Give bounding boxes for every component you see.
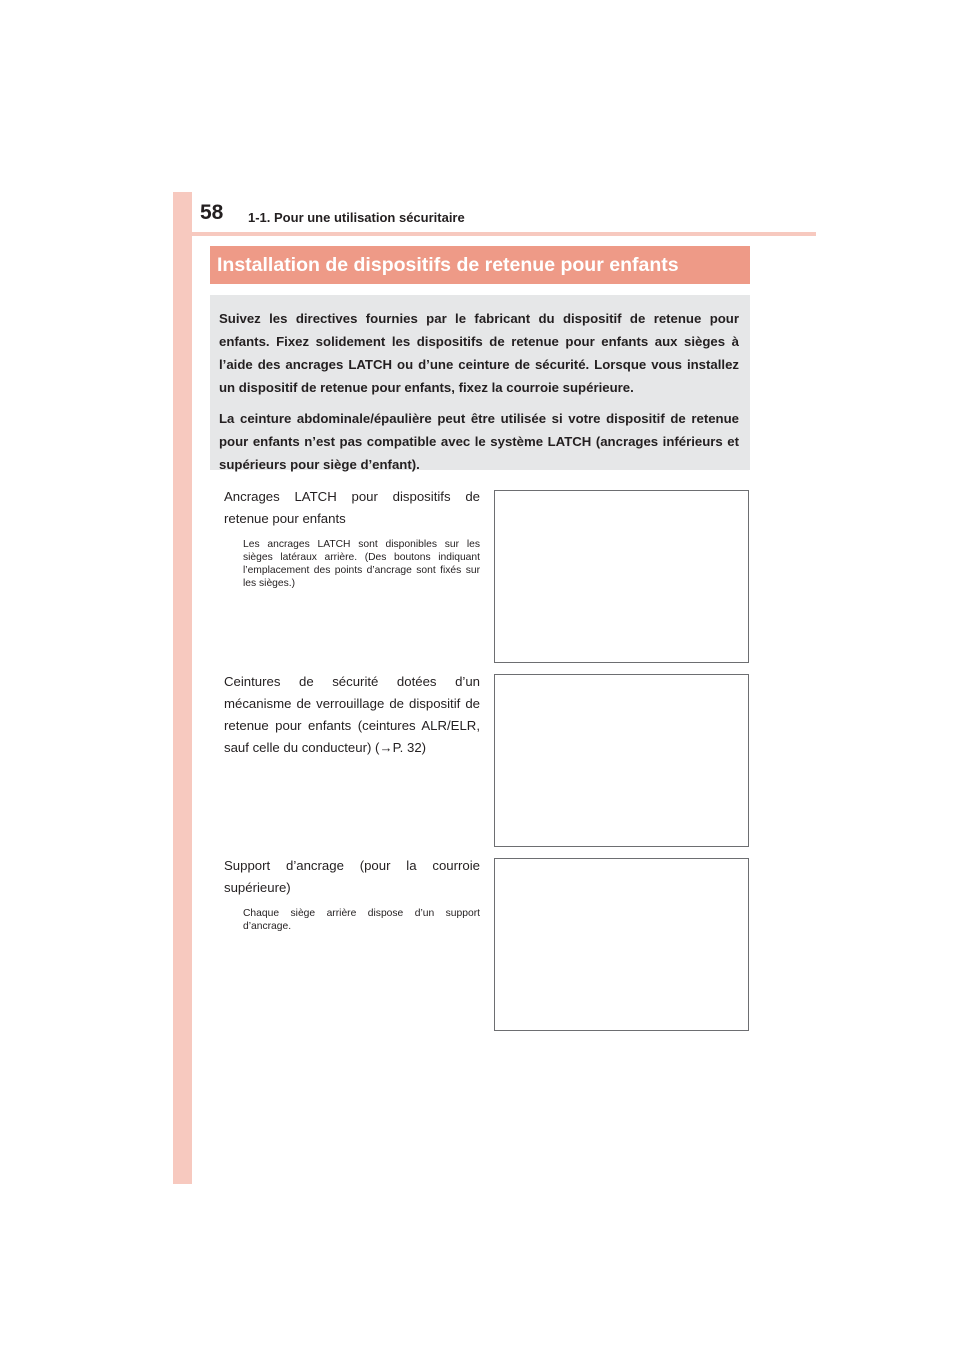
item-title: Support d’ancrage (pour la courroie supérieure) xyxy=(224,858,480,895)
item-title: Ceintures de sécurité dotées d’un mécanisme de verrouillage de dispositif de retenue pour enfants (ceintures ALR/ELR, sauf celle du conducteur) (→P. 32) xyxy=(224,674,480,755)
section-title: Installation de dispositifs de retenue pour enfants xyxy=(217,253,679,276)
item-note: Chaque siège arrière dispose d’un support d’ancrage. xyxy=(243,908,480,932)
figure-frame-seat-belts xyxy=(494,674,749,847)
item-note: Les ancrages LATCH sont disponibles sur les sièges latéraux arrière. (Des boutons indiquant l’emplacement des points d’ancrage sont fixés sur les sièges.) xyxy=(243,539,480,589)
header-rule xyxy=(173,232,816,236)
figure-frame-anchor-bracket xyxy=(494,858,749,1031)
figure-frame-latch xyxy=(494,490,749,663)
item-title: Ancrages LATCH pour dispositifs de retenue pour enfants xyxy=(224,489,480,526)
page-number: 58 xyxy=(200,201,224,224)
item-seat-belts xyxy=(224,671,480,759)
intro-paragraph-2: La ceinture abdominale/épaulière peut être utilisée si votre dispositif de retenue pour enfants n’est pas compatible avec le système LATCH (ancrages inférieurs et supérieurs pour siège d’enfant). xyxy=(219,411,739,472)
section-header: 1-1. Pour une utilisation sécuritaire xyxy=(248,210,465,225)
side-color-strip xyxy=(173,192,192,1184)
item-latch-anchors xyxy=(224,486,480,590)
intro-paragraph-1: Suivez les directives fournies par le fabricant du dispositif de retenue pour enfants. Fixez solidement les dispositifs de retenue pour enfants aux sièges à l’aide des ancrages LATCH ou d’une ceinture de sécurité. Lorsque vous installez un dispositif de retenue pour enfants, fixez la courroie supérieure. xyxy=(219,311,739,395)
section-title-bar xyxy=(210,246,750,284)
item-anchor-bracket xyxy=(224,855,480,933)
intro-box xyxy=(210,295,750,470)
